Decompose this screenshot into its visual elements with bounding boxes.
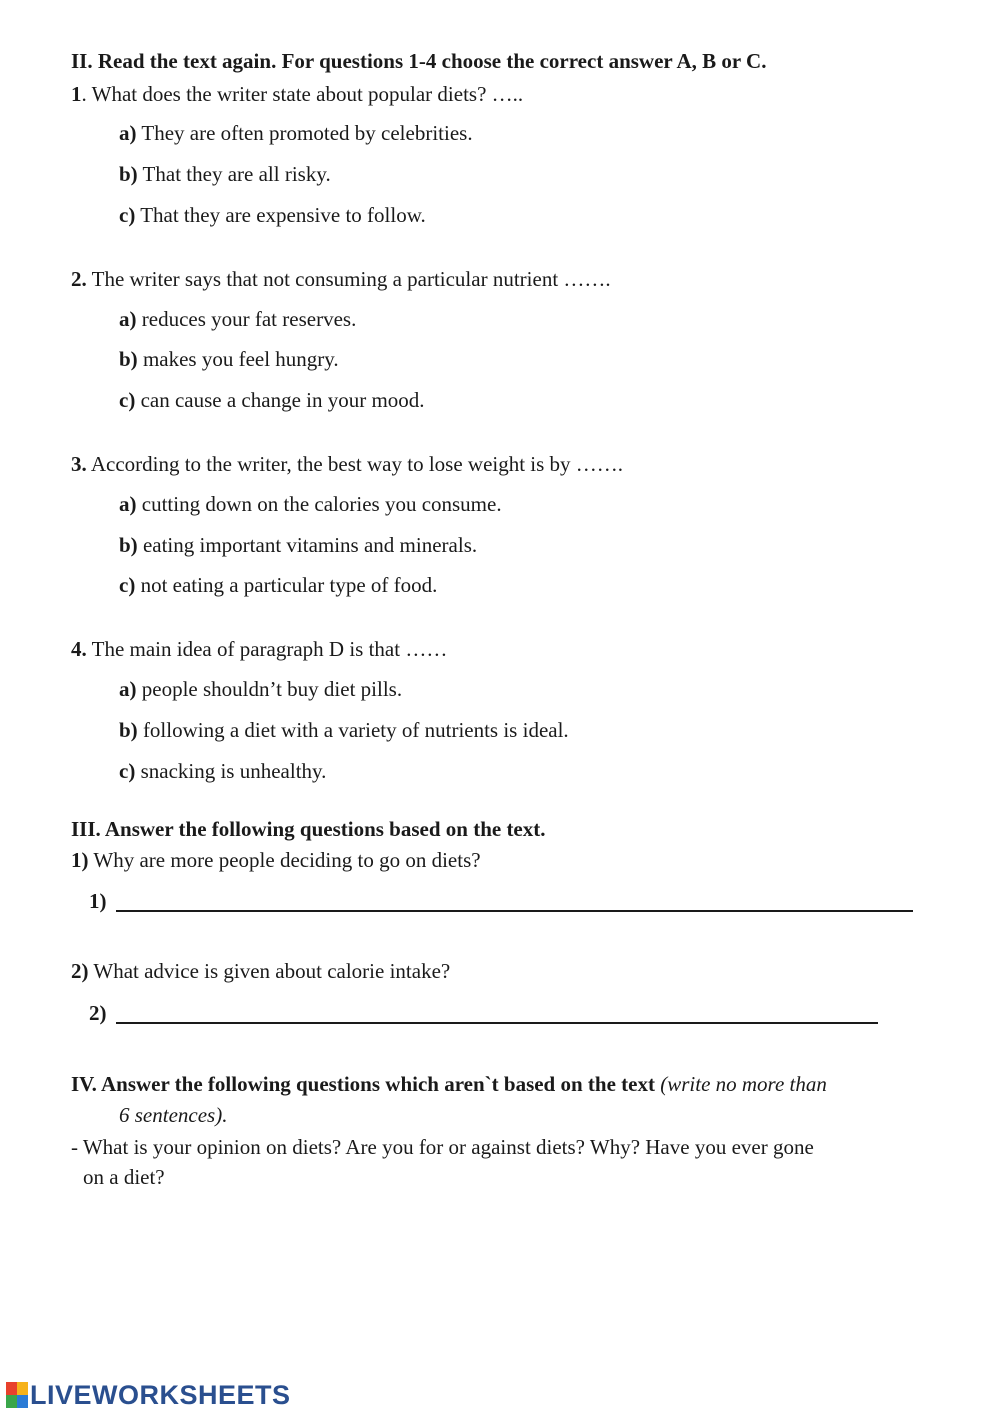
question-number: 1 — [71, 82, 82, 106]
option-text: following a diet with a variety of nutrients is ideal. — [137, 718, 569, 742]
question-text: According to the writer, the best way to lose weight is by ……. — [86, 452, 624, 476]
option-text: cutting down on the calories you consume. — [136, 492, 502, 516]
section-4-prompt: - What is your opinion on diets? Are you for or against diets? Why? Have you ever gone — [71, 1135, 814, 1159]
question-number: 4. — [71, 637, 87, 661]
logo-text: LIVEWORKSHEETS — [30, 1379, 291, 1410]
question-3-option-a[interactable] — [119, 491, 502, 517]
section-4-prompt-cont: on a diet? — [83, 1165, 165, 1189]
question-4-option-a[interactable] — [119, 676, 402, 702]
option-text: That they are expensive to follow. — [135, 203, 426, 227]
option-text: That they are all risky. — [137, 162, 331, 186]
question-4-option-c[interactable] — [119, 758, 326, 784]
option-letter: c) — [119, 573, 136, 597]
option-text: not eating a particular type of food. — [135, 573, 438, 597]
question-3-option-c[interactable] — [119, 572, 437, 598]
question-4-option-b[interactable] — [119, 717, 569, 743]
option-letter: b) — [119, 533, 138, 557]
option-letter: c) — [119, 203, 136, 227]
option-letter: a) — [119, 677, 137, 701]
option-text: eating important vitamins and minerals. — [137, 533, 478, 557]
option-text: people shouldn’t buy diet pills. — [136, 677, 403, 701]
question-text: The main idea of paragraph D is that …… — [86, 637, 448, 661]
question-text: . What does the writer state about popular diets? ….. — [81, 82, 524, 106]
answer-1-label: 1) — [89, 889, 107, 913]
question-number: 2. — [71, 267, 87, 291]
question-1-option-c[interactable] — [119, 202, 426, 228]
question-3-option-b[interactable] — [119, 532, 477, 558]
question-4 — [71, 636, 447, 662]
question-2-option-c[interactable] — [119, 387, 425, 413]
question-2-option-b[interactable] — [119, 346, 339, 372]
answer-2-line[interactable] — [116, 1022, 878, 1024]
option-letter: c) — [119, 759, 136, 783]
question-text: Why are more people deciding to go on diets? — [88, 848, 481, 872]
question-1-option-b[interactable] — [119, 161, 331, 187]
section-4-note-cont: 6 sentences). — [119, 1103, 228, 1127]
option-letter: a) — [119, 121, 137, 145]
liveworksheets-logo[interactable] — [6, 1380, 291, 1410]
option-letter: a) — [119, 492, 137, 516]
open-question-2 — [71, 958, 450, 984]
logo-mark-icon — [6, 1382, 28, 1408]
option-text: can cause a change in your mood. — [135, 388, 425, 412]
question-3 — [71, 451, 623, 477]
option-letter: c) — [119, 388, 136, 412]
answer-2-label: 2) — [89, 1001, 107, 1025]
question-1 — [71, 81, 523, 107]
question-2 — [71, 266, 611, 292]
option-letter: b) — [119, 162, 138, 186]
open-question-1 — [71, 847, 481, 873]
option-text: They are often promoted by celebrities. — [136, 121, 473, 145]
section-3-heading: III. Answer the following questions based on the text. — [71, 817, 546, 841]
question-text: The writer says that not consuming a particular nutrient ……. — [86, 267, 611, 291]
question-number: 3. — [71, 452, 87, 476]
option-text: makes you feel hungry. — [137, 347, 339, 371]
section-4-note: (write no more than — [660, 1072, 827, 1096]
question-number: 2) — [71, 959, 89, 983]
question-2-option-a[interactable] — [119, 306, 356, 332]
question-number: 1) — [71, 848, 89, 872]
section-2-heading: II. Read the text again. For questions 1-4 choose the correct answer A, B or C. — [71, 49, 767, 73]
option-text: snacking is unhealthy. — [135, 759, 327, 783]
option-letter: a) — [119, 307, 137, 331]
option-letter: b) — [119, 718, 138, 742]
option-text: reduces your fat reserves. — [136, 307, 357, 331]
section-4-heading — [71, 1071, 827, 1097]
option-letter: b) — [119, 347, 138, 371]
answer-1-line[interactable] — [116, 910, 913, 912]
section-4-title: IV. Answer the following questions which aren`t based on the text — [71, 1072, 655, 1096]
question-1-option-a[interactable] — [119, 120, 473, 146]
question-text: What advice is given about calorie intake? — [88, 959, 451, 983]
